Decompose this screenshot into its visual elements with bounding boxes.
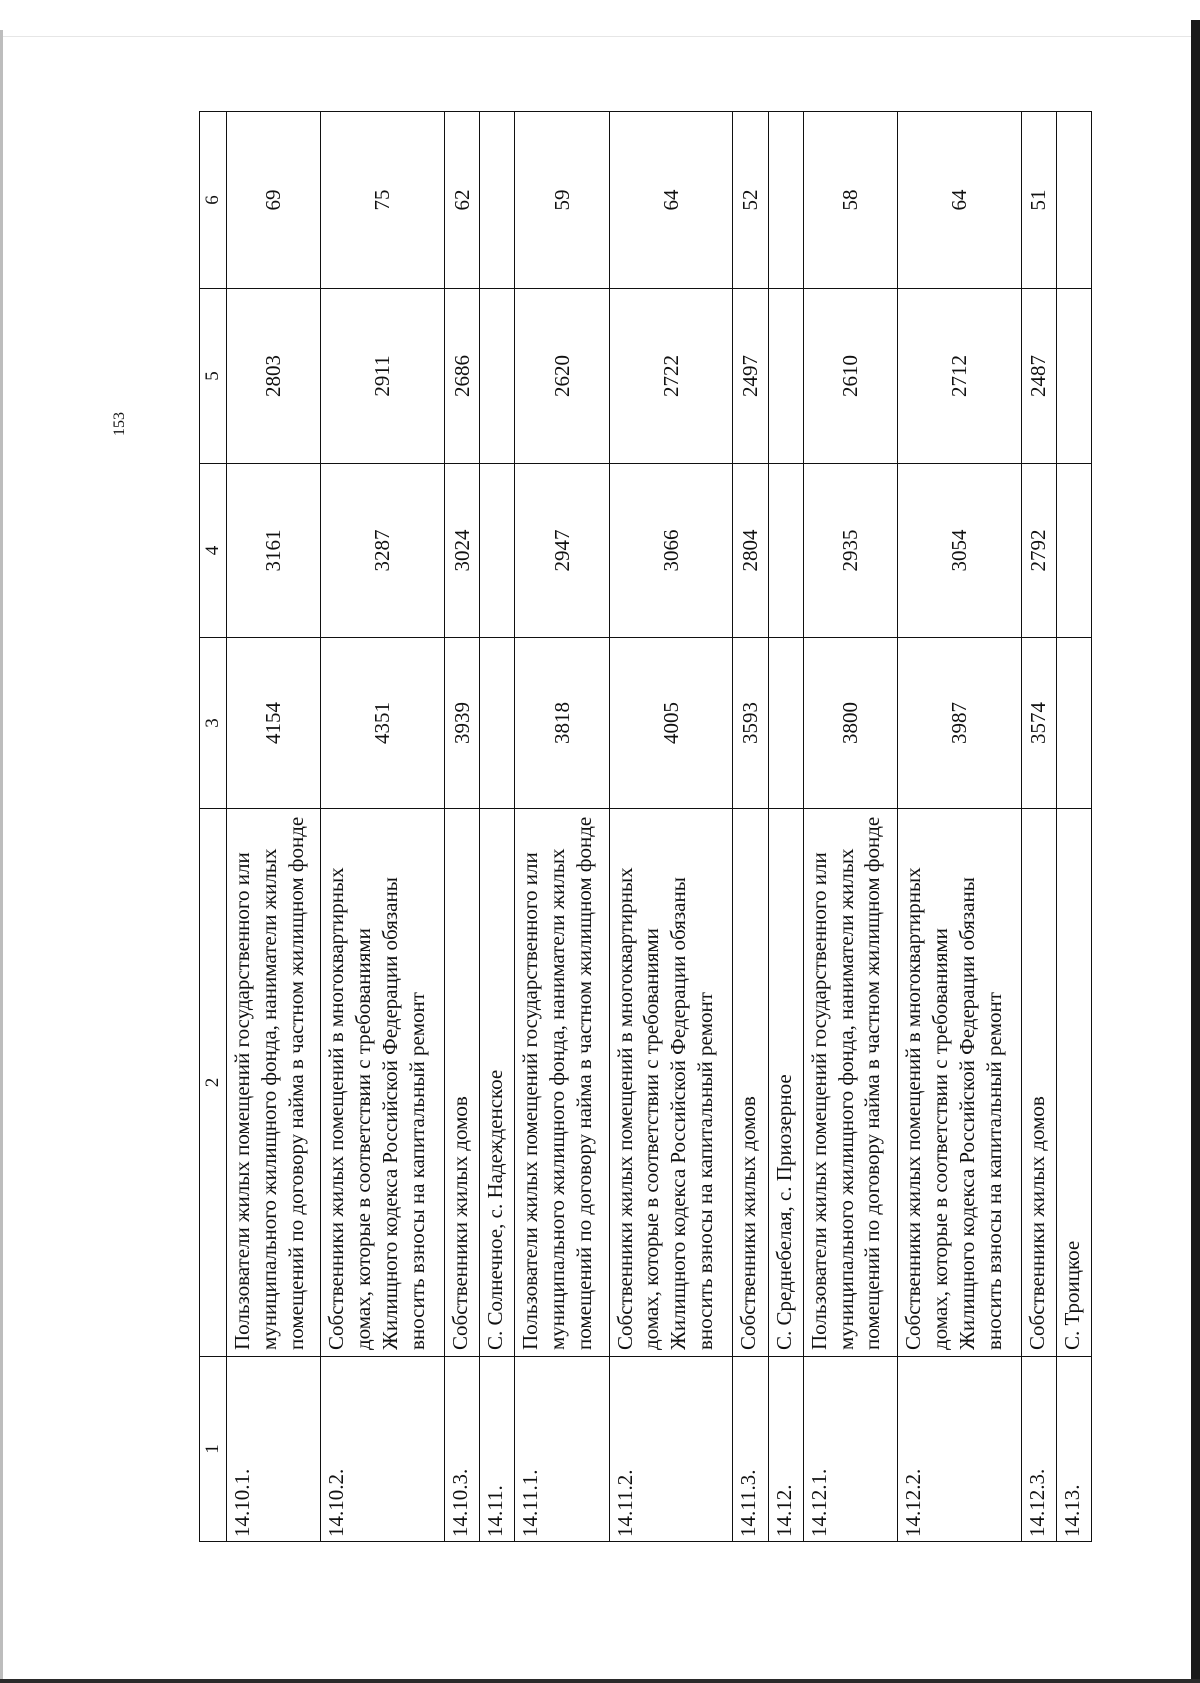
row-value-col-4 (768, 464, 803, 638)
row-value-col-3: 3574 (1021, 638, 1056, 809)
row-description: Собственники жилых домов (1021, 809, 1056, 1357)
row-description: Собственники жилых домов (445, 809, 480, 1357)
table-row (1056, 112, 1091, 1542)
row-description: Пользователи жилых помещений государственного или муниципального жилищного фонда, наниматели жилых помещений по договору найма в частном жилищном фонде (803, 809, 897, 1357)
row-value-col-5: 2620 (515, 289, 609, 464)
row-description: С. Среднебелая, с. Приозерное (768, 809, 803, 1357)
row-value-col-5 (768, 289, 803, 464)
row-value-col-6: 59 (515, 112, 609, 289)
row-value-col-3: 3939 (445, 638, 480, 809)
header-col-2: 2 (200, 809, 227, 1357)
tariff-table (199, 111, 1092, 1542)
row-value-col-6: 58 (803, 112, 897, 289)
row-value-col-5: 2497 (733, 289, 768, 464)
row-value-col-3: 3987 (897, 638, 1021, 809)
row-value-col-3: 4351 (321, 638, 445, 809)
row-description: Собственники жилых помещений в многоквартирных домах, которые в соответствии с требованиями Жилищного кодекса Российской Федерации обязаны вносить взносы на капитальный ремонт (897, 809, 1021, 1357)
row-value-col-5: 2487 (1021, 289, 1056, 464)
header-col-5: 5 (200, 289, 227, 464)
row-value-col-4: 3161 (227, 464, 321, 638)
row-code: 14.10.2. (321, 1357, 445, 1542)
table-row (445, 112, 480, 1542)
table-row (897, 112, 1021, 1542)
scan-left-edge (0, 30, 3, 1683)
header-row (200, 112, 227, 1542)
row-value-col-5: 2712 (897, 289, 1021, 464)
row-value-col-5: 2610 (803, 289, 897, 464)
table-row (609, 112, 733, 1542)
row-value-col-4: 3054 (897, 464, 1021, 638)
row-value-col-6: 62 (445, 112, 480, 289)
header-col-1: 1 (200, 1357, 227, 1542)
table-row (733, 112, 768, 1542)
row-value-col-4: 3287 (321, 464, 445, 638)
row-value-col-6: 64 (897, 112, 1021, 289)
scan-bottom-edge (0, 1679, 1200, 1683)
row-value-col-4: 2792 (1021, 464, 1056, 638)
row-value-col-3: 3800 (803, 638, 897, 809)
row-value-col-3: 3593 (733, 638, 768, 809)
row-description: Пользователи жилых помещений государственного или муниципального жилищного фонда, наниматели жилых помещений по договору найма в частном жилищном фонде (227, 809, 321, 1357)
row-code: 14.10.3. (445, 1357, 480, 1542)
row-code: 14.13. (1056, 1357, 1091, 1542)
table-row (803, 112, 897, 1542)
row-code: 14.11.1. (515, 1357, 609, 1542)
header-col-3: 3 (200, 638, 227, 809)
row-value-col-6 (768, 112, 803, 289)
row-description: Собственники жилых помещений в многоквартирных домах, которые в соответствии с требованиями Жилищного кодекса Российской Федерации обязаны вносить взносы на капитальный ремонт (321, 809, 445, 1357)
row-value-col-5: 2686 (445, 289, 480, 464)
rotated-table-container (199, 112, 1092, 1542)
row-value-col-4 (480, 464, 515, 638)
row-value-col-5: 2722 (609, 289, 733, 464)
scan-top-edge (0, 0, 1200, 37)
row-value-col-6: 52 (733, 112, 768, 289)
row-value-col-6: 69 (227, 112, 321, 289)
row-value-col-6: 51 (1021, 112, 1056, 289)
row-value-col-4: 3066 (609, 464, 733, 638)
row-value-col-6: 64 (609, 112, 733, 289)
header-col-4: 4 (200, 464, 227, 638)
row-description: Пользователи жилых помещений государственного или муниципального жилищного фонда, наниматели жилых помещений по договору найма в частном жилищном фонде (515, 809, 609, 1357)
row-code: 14.11.3. (733, 1357, 768, 1542)
row-value-col-3 (1056, 638, 1091, 809)
row-value-col-3 (768, 638, 803, 809)
row-value-col-5 (480, 289, 515, 464)
row-description: Собственники жилых домов (733, 809, 768, 1357)
row-code: 14.12.3. (1021, 1357, 1056, 1542)
row-code: 14.10.1. (227, 1357, 321, 1542)
row-description: Собственники жилых помещений в многоквартирных домах, которые в соответствии с требованиями Жилищного кодекса Российской Федерации обязаны вносить взносы на капитальный ремонт (609, 809, 733, 1357)
row-value-col-5: 2803 (227, 289, 321, 464)
header-col-6: 6 (200, 112, 227, 289)
table-body (227, 112, 1092, 1542)
row-code: 14.11.2. (609, 1357, 733, 1542)
table-row (1021, 112, 1056, 1542)
row-value-col-6: 75 (321, 112, 445, 289)
row-code: 14.12.1. (803, 1357, 897, 1542)
table-row (768, 112, 803, 1542)
table-row (480, 112, 515, 1542)
row-value-col-5 (1056, 289, 1091, 464)
row-value-col-5: 2911 (321, 289, 445, 464)
table-row (515, 112, 609, 1542)
row-value-col-4: 2947 (515, 464, 609, 638)
row-value-col-4: 3024 (445, 464, 480, 638)
row-value-col-3: 3818 (515, 638, 609, 809)
row-value-col-6 (1056, 112, 1091, 289)
row-value-col-4: 2935 (803, 464, 897, 638)
row-code: 14.11. (480, 1357, 515, 1542)
page-number: 153 (111, 412, 128, 436)
scan-right-edge (1191, 20, 1200, 1680)
row-value-col-3: 4154 (227, 638, 321, 809)
row-description: С. Солнечное, с. Надежденское (480, 809, 515, 1357)
row-value-col-3 (480, 638, 515, 809)
row-code: 14.12.2. (897, 1357, 1021, 1542)
row-description: С. Троицкое (1056, 809, 1091, 1357)
row-value-col-4: 2804 (733, 464, 768, 638)
row-value-col-6 (480, 112, 515, 289)
table-row (321, 112, 445, 1542)
row-value-col-4 (1056, 464, 1091, 638)
row-value-col-3: 4005 (609, 638, 733, 809)
row-code: 14.12. (768, 1357, 803, 1542)
table-row (227, 112, 321, 1542)
